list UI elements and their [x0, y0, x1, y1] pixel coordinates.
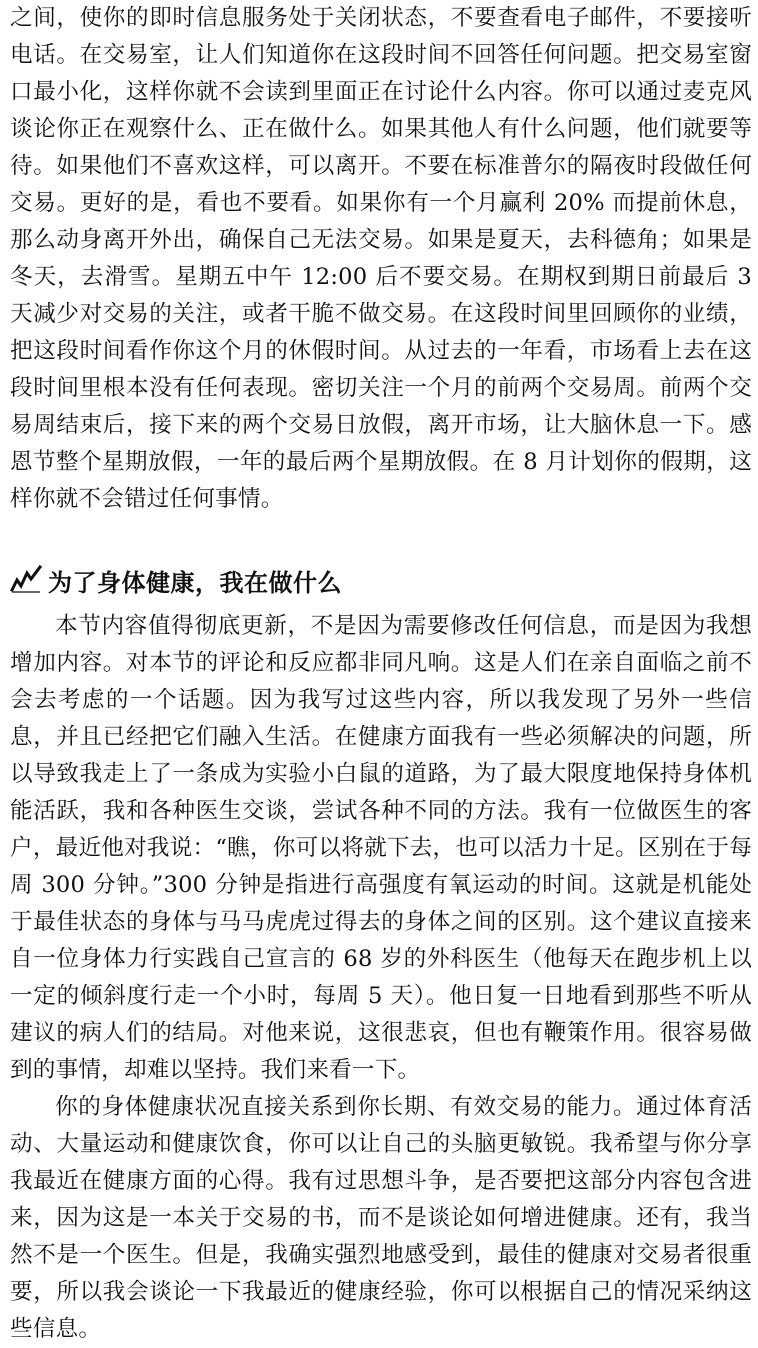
body-paragraph: 你的身体健康状况直接关系到你长期、有效交易的能力。通过体育活动、大量运动和健康饮食，你可以让自己的头脑更敏锐。我希望与你分享我最近在健康方面的心得。我有过思想斗争，是否要把这部分内容包含进来，因为这是一本关于交易的书，而不是谈论如何增进健康。还有，我当然不是一个医生。但是，我确实强烈地感受到，最佳的健康对交易者很重要，所以我会谈论一下我最近的健康经验，你可以根据自己的情况采纳这些信息。	[10, 1094, 752, 1342]
section-title: 为了身体健康，我在做什么	[48, 568, 342, 597]
body-paragraph: 本节内容值得彻底更新，不是因为需要修改任何信息，而是因为我想增加内容。对本节的评论和反应都非同凡响。这是人们在亲自面临之前不会去考虑的一个话题。因为我写过这些内容，所以我发现了另外一些信息，并且已经把它们融入生活。在健康方面我有一些必须解决的问题，所以导致我走上了一条成为实验小白鼠的道路，为了最大限度地保持身体机能活跃，我和各种医生交谈，尝试各种不同的方法。我有一位做医生的客户，最近他对我说：“瞧，你可以将就下去，也可以活力十足。区别在于每周 300 分钟。”300 分钟是指进行高强度有氧运动的时间。这就是机能处于最佳状态的身体与马马虎虎过得去的身体之间的区别。这个建议直接来自一位身体力行实践自己宣言的 68 岁的外科医生（他每天在跑步机上以一定的倾斜度行走一个小时，每周 5 天）。他日复一日地看到那些不听从建议的病人们的结局。对他来说，这很悲哀，但也有鞭策作用。很容易做到的事情，却难以坚持。我们来看一下。	[10, 613, 752, 1083]
body-paragraph: 之间，使你的即时信息服务处于关闭状态，不要查看电子邮件，不要接听电话。在交易室，让人们知道你在这段时间不回答任何问题。把交易室窗口最小化，这样你就不会读到里面正在讨论什么内容。你可以通过麦克风谈论你正在观察什么、正在做什么。如果其他人有什么问题，他们就要等待。如果他们不喜欢这样，可以离开。不要在标准普尔的隔夜时段做任何交易。更好的是，看也不要看。如果你有一个月赢利 20% 而提前休息，那么动身离开外出，确保自己无法交易。如果是夏天，去科德角；如果是冬天，去滑雪。星期五中午 12:00 后不要交易。在期权到期日前最后 3 天减少对交易的关注，或者干脆不做交易。在这段时间里回顾你的业绩，把这段时间看作你这个月的休假时间。从过去的一年看，市场看上去在这段时间里根本没有任何表现。密切关注一个月的前两个交易周。前两个交易周结束后，接下来的两个交易日放假，离开市场，让大脑休息一下。感恩节整个星期放假，一年的最后两个星期放假。在 8 月计划你的假期，这样你就不会错过任何事情。	[10, 5, 752, 512]
document-page	[10, 0, 752, 1348]
section-heading	[10, 558, 752, 602]
chart-check-icon	[10, 564, 42, 596]
